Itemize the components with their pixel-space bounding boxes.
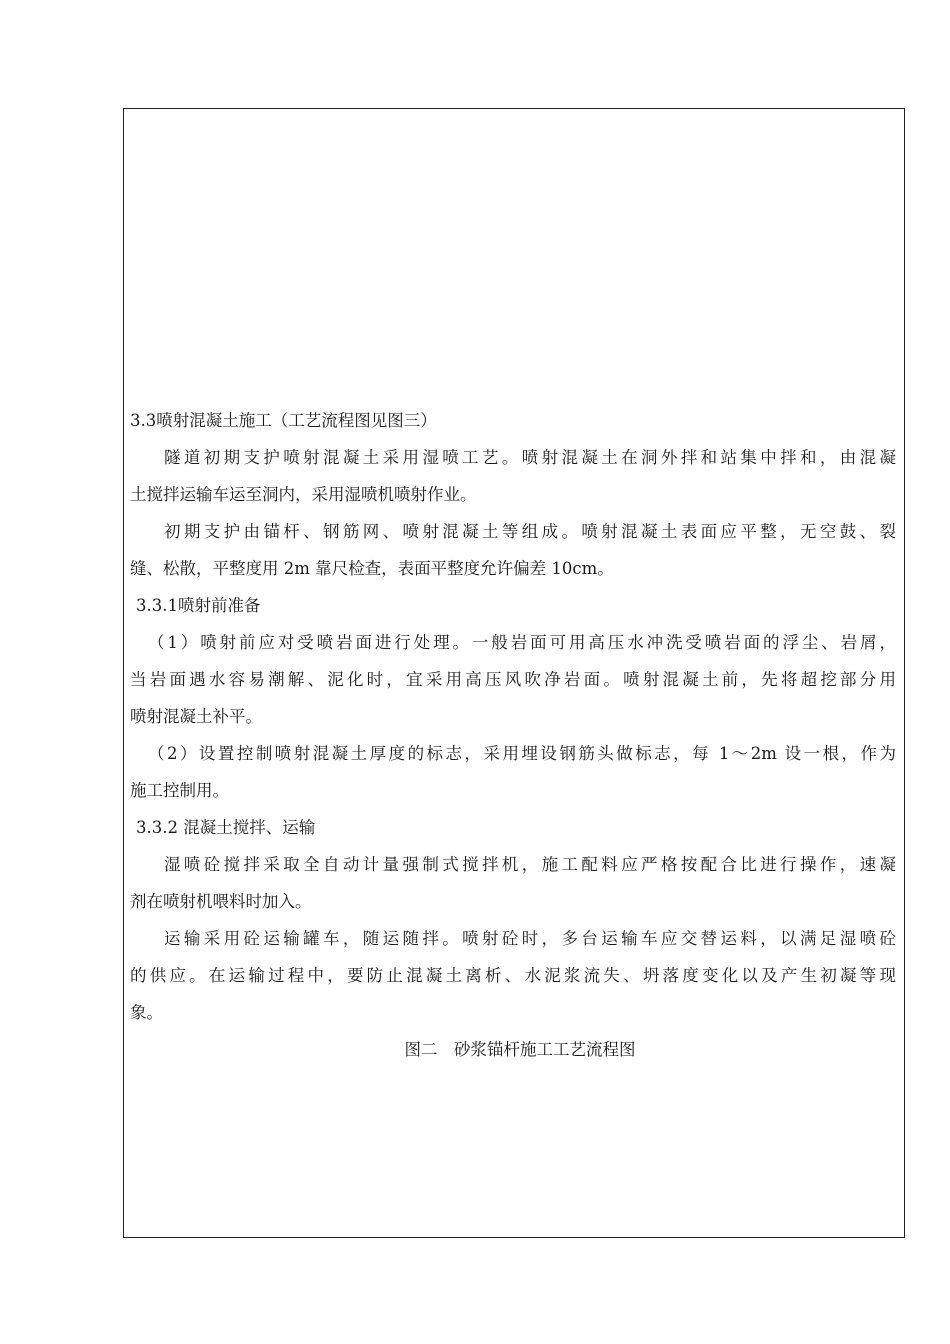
paragraph-line: 湿喷砼搅拌采取全自动计量强制式搅拌机，施工配料应严格按配合比进行操作，速凝 xyxy=(164,855,896,874)
paragraph-line: 运输采用砼运输罐车，随运随拌。喷射砼时，多台运输车应交替运料，以满足湿喷砼 xyxy=(164,929,896,948)
figure-caption: 图二 砂浆锚杆施工工艺流程图 xyxy=(404,1040,636,1059)
paragraph-line: 当岩面遇水容易潮解、泥化时，宜采用高压风吹净岩面。喷射混凝土前，先将超挖部分用 xyxy=(130,670,896,689)
paragraph-line: 象。 xyxy=(130,1003,163,1022)
paragraph-line: 的供应。在运输过程中，要防止混凝土离析、水泥浆流失、坍落度变化以及产生初凝等现 xyxy=(130,966,896,985)
paragraph-line: 施工控制用。 xyxy=(130,781,229,800)
subsection-heading: 3.3.2 混凝土搅拌、运输 xyxy=(136,818,316,837)
paragraph-line: 土搅拌运输车运至洞内，采用湿喷机喷射作业。 xyxy=(130,485,477,504)
paragraph-line: 缝、松散，平整度用 2m 靠尺检查，表面平整度允许偏差 10cm。 xyxy=(130,559,614,578)
paragraph-line: （1）喷射前应对受喷岩面进行处理。一般岩面可用高压水冲洗受喷岩面的浮尘、岩屑， xyxy=(148,633,896,652)
section-heading: 3.3喷射混凝土施工（工艺流程图见图三） xyxy=(130,411,437,430)
paragraph-line: （2）设置控制喷射混凝土厚度的标志，采用埋设钢筋头做标志，每 1～2m 设一根，作为 xyxy=(148,744,896,763)
document-body xyxy=(130,402,896,1068)
paragraph-line: 喷射混凝土补平。 xyxy=(130,707,262,726)
paragraph-line: 初期支护由锚杆、钢筋网、喷射混凝土等组成。喷射混凝土表面应平整，无空鼓、裂 xyxy=(164,522,896,541)
subsection-heading: 3.3.1喷射前准备 xyxy=(136,596,261,615)
paragraph-line: 剂在喷射机喂料时加入。 xyxy=(130,892,312,911)
paragraph-line: 隧道初期支护喷射混凝土采用湿喷工艺。喷射混凝土在洞外拌和站集中拌和，由混凝 xyxy=(164,448,896,467)
